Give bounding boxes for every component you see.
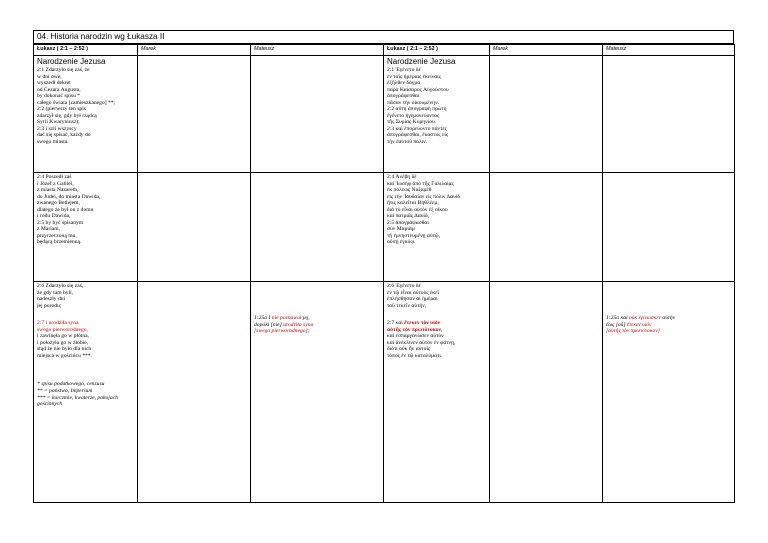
highlighted-text: urodziła syna [swego pierworodnego] [254,321,314,335]
header-mark-gr: Marek [490,45,603,56]
header-luke-gr: Łukasz ( 2:1 – 2:52 ) [384,45,490,56]
header-luke-pl: Łukasz ( 2:1 – 2:52 ) [34,45,138,56]
highlighted-text: ἔτεκεν υἱόν [626,321,652,328]
mark-gr-cell [490,282,603,503]
synopsis-table [33,44,735,503]
mark-pl-cell [138,173,251,282]
footnotes: * spisu podatkowego, cenzusu ** = państwa, Imperium *** = karczmie, kwaterze, pokojach gościnnych [37,381,118,408]
highlighted-text: οὐκ ἐγίνωσκεν [629,315,662,321]
highlighted-text: [αὐτῆς τὸν πρωτότοκον] [606,328,660,335]
header-matthew-gr: Mateusz [603,45,735,56]
matthew-pl-cell [251,282,384,503]
matthew-gr-cell [603,282,735,503]
mark-pl-cell [138,56,251,173]
matthew-pl-cell [251,173,384,282]
matthew-pl-text [254,315,313,334]
luke-pl-text: 2:6 Zdarzyło się zaś, że gdy tam byli, nadeszły dni jej porodu; [37,283,84,309]
header-matthew-pl: Mateusz [251,45,384,56]
table-row [34,282,735,503]
luke-gr-cell [384,56,490,173]
text-span: jej, dopóki [nie] [254,315,310,328]
luke-pl-text: i zawinęła go w płótna, i położyła go w żłobie, stąd że nie było dla nich miejsca w gościńcu ***. [37,333,92,359]
highlighted-text: poznawał [279,315,302,321]
matthew-gr-cell [603,56,735,173]
mark-gr-cell [490,56,603,173]
verse-ref: 1:25a καὶ [606,315,630,321]
matthew-gr-text [606,315,675,334]
luke-gr-cell [384,282,490,503]
matthew-pl-cell [251,56,384,173]
mark-pl-cell [138,282,251,503]
table-row [34,173,735,282]
text-span: αὐτὴν ἕως [οὗ] [606,315,676,328]
matthew-gr-cell [603,173,735,282]
highlighted-text: nie [271,315,279,321]
luke-gr-text: 2:4 Ἀνέβη δὲ καὶ Ἰωσὴφ ἀπὸ τῆς Γαλιλαίας ἐκ πόλεως Ναζαρὲθ εἰς τὴν Ἰουδαίαν εἰς πόλιν Δαυὶδ ἥτις καλεῖται Βηθλέεμ, διὰ τὸ εἶναι αὐτὸν ἐξ οἴκου καὶ πατριᾶς Δαυίδ, 2:5 ἀπογράψασθαι σὺν Μαριὰμ τῇ ἐμνηστευμένῃ αὐτῷ, οὔσῃ ἐγκύῳ. [384,173,490,282]
table-row [34,56,735,173]
text-span: ; [307,328,310,335]
section-heading-pl: Narodzenie Jezusa [37,57,106,66]
section-heading-gr: Narodzenie Jezusa [387,57,456,66]
luke-pl-text: 2:1 Zdarzyło się zaś, że w dni owe, wyszedł dekret od Cezara Augusta, by dokonać spisu * całego świata [zamieszkanego] **; 2:2 (pierwszy ten spis zdarzył się, gdy był rządcą Syrii Kwaryniusz); 2:3 i szli wszyscy dać się spisać, każdy do swego miasta. [37,67,116,146]
verse-ref: 1:25a I [254,315,272,321]
luke-pl-cell [34,56,138,173]
header-mark-pl: Marek [138,45,251,56]
luke-gr-text: 2:1 Ἐγένετο δὲ ἐν ταῖς ἡμέραις ἐκείναις ἐξῆλθεν δόγμα παρὰ Καίσαρος Αὐγούστου ἀπογράφεσθαι πᾶσαν τὴν οἰκουμένην. 2:2 αὕτη ἀπογραφὴ πρώτη ἐγένετο ἡγεμονεύοντος τῆς Συρίας Κυρηνίου. 2:3 καὶ ἐπορεύοντο πάντες ἀπογράφεσθαι, ἕκαστος εἰς τὴν ἑαυτοῦ πόλιν. [387,67,449,146]
page-title: 04. Historia narodzin wg Łukasza II [33,30,734,44]
header-row [34,45,735,56]
luke-pl-text: 2:4 Poszedł zaś i Józef z Galilei, z miasta Nazareth, do Judei, do miasta Dawida, zwanego Betlejem, dlatego że był on z domu i rodu Dawida, 2:5 by być spisanym z Mariam, przyrzeczoną mu, będącą brzemienną. [34,173,138,282]
luke-gr-text: , καὶ ἐσπαργάνωσεν αὐτὸν καὶ ἀνέκλινεν αὐτὸν ἐν φάτνῃ, διότι οὐκ ἦν αὐτοῖς τόπος ἐν τῷ καταλύματι. [387,326,456,359]
mark-gr-cell [490,173,603,282]
highlighted-text: ἔτεκεν τὸν υἱὸν αὐτῆς τὸν πρωτότοκον [387,320,441,333]
highlighted-text: 2:7 i urodziła syna swego pierworodnego, [37,320,88,333]
luke-gr-text: 2:6 Ἐγένετο δὲ ἐν τῷ εἶναι αὐτοὺς ἐκεῖ ἐπλήσθησαν αἱ ἡμέραι τοῦ τεκεῖν αὐτήν, [387,283,439,309]
verse-ref: 2:7 καὶ [387,320,405,327]
luke-pl-cell [34,282,138,503]
